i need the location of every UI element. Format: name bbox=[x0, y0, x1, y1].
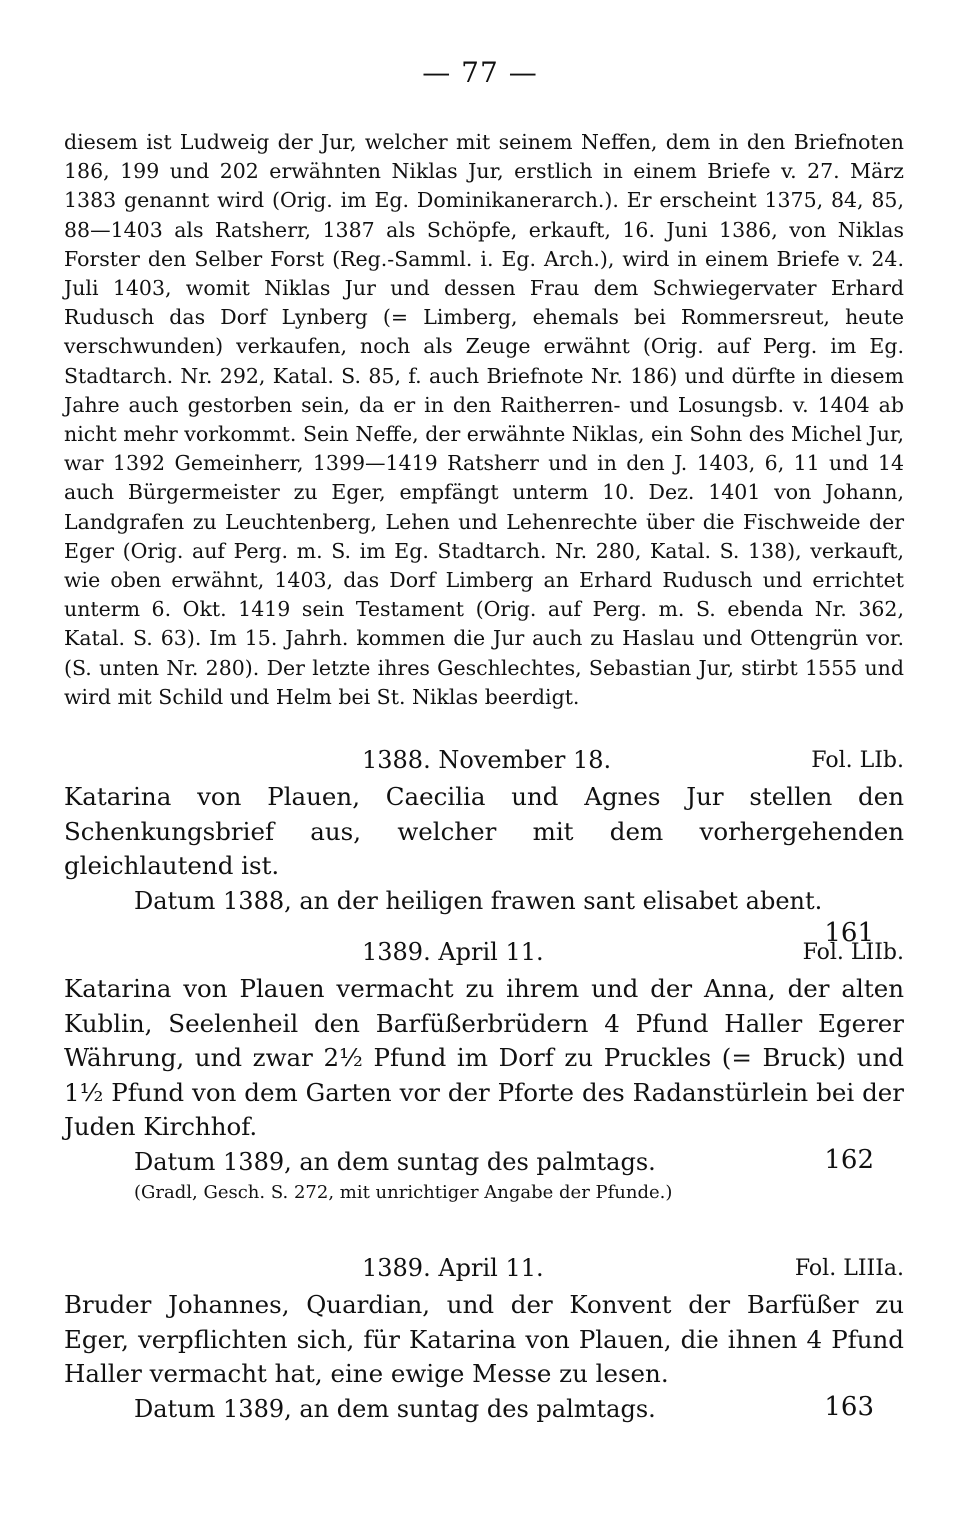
entry-text: Katarina von Plauen vermacht zu ihrem und der Anna, der alten Kublin, Seelenheil den Barfüßerbrüdern 4 Pfund Haller Egerer Währung, und zwar 2½ Pfund im Dorf zu Pruckles (= Bruck) und 1½ Pfund von dem Garten vor der Pforte des Radanstürlein bei der Juden Kirchhof. bbox=[64, 974, 904, 1141]
entry-folio: Fol. LIb. bbox=[811, 748, 904, 773]
entry-note: (Gradl, Gesch. S. 272, mit unrichtiger Angabe der Pfunde.) bbox=[134, 1181, 673, 1203]
entry-datum: Datum 1389, an dem suntag des palmtags. bbox=[134, 1394, 656, 1423]
entry-number: 161 bbox=[824, 917, 874, 948]
intro-paragraph: diesem ist Ludweig der Jur, welcher mit seinem Neffen, dem in den Briefnoten 186, 199 und 202 erwähnten Niklas Jur, erstlich in einem Briefe v. 27. März 1383 genannt wird (Orig. im Eg. Dominikanerarch.). Er erscheint 1375, 84, 85, 88—1403 als Ratsherr, 1387 als Schöpfe, erkauft, 16. Juni 1386, von Niklas Forster den Selber Forst (Reg.-Samml. i. Eg. Arch.), wird in einem Briefe v. 24. Juli 1403, womit Niklas Jur und dessen Frau dem Schwiegervater Erhard Rudusch das Dorf Lynberg (= Limberg, ehemals bei Rommersreut, heute verschwunden) verkaufen, noch als Zeuge erwähnt (Orig. auf Perg. im Eg. Stadtarch. Nr. 292, Katal. S. 85, f. auch Briefnote Nr. 186) und dürfte in diesem Jahre auch gestorben sein, da er in den Raitherren- und Losungsb. v. 1404 ab nicht mehr vorkommt. Sein Neffe, der erwähnte Niklas, ein Sohn des Michel Jur, war 1392 Gemeinherr, 1399—1419 Ratsherr und in den J. 1403, 6, 11 und 14 auch Bürgermeister zu Eger, empfängt unterm 10. Dez. 1401 von Johann, Landgrafen zu Leuchtenberg, Lehen und Lehenrechte über die Fischweide der Eger (Orig. auf Perg. m. S. im Eg. Stadtarch. Nr. 280, Katal. S. 138), verkauft, wie oben erwähnt, 1403, das Dorf Limberg an Erhard Rudusch und errichtet unterm 6. Okt. 1419 sein Testament (Orig. auf Perg. m. S. ebenda Nr. 362, Katal. S. 63). Im 15. Jahrh. kommen die Jur auch zu Haslau und Ottengrün vor. (S. unten Nr. 280). Der letzte ihres Geschlechtes, Sebastian Jur, stirbt 1555 und wird mit Schild und Helm bei St. Niklas beerdigt. bbox=[64, 130, 904, 709]
entry-number: 162 bbox=[824, 1144, 874, 1175]
entry-date: 1389. April 11. bbox=[362, 1254, 544, 1282]
entry-date: 1388. November 18. bbox=[362, 746, 612, 774]
entry-163 bbox=[64, 1248, 904, 1426]
entry-date: 1389. April 11. bbox=[362, 938, 544, 966]
entry-162 bbox=[64, 932, 904, 1207]
page-number: — 77 — bbox=[422, 56, 538, 89]
entry-text: Bruder Johannes, Quardian, und der Konvent der Barfüßer zu Eger, verpflichten sich, für Katarina von Plauen, die ihnen 4 Pfund Haller vermacht hat, eine ewige Messe zu lesen. bbox=[64, 1290, 904, 1388]
entry-header bbox=[64, 1248, 904, 1288]
entry-folio: Fol. LIIb. bbox=[802, 940, 904, 965]
entry-datum: Datum 1388, an der heiligen frawen sant elisabet abent. bbox=[134, 886, 823, 915]
entry-161 bbox=[64, 740, 904, 948]
entry-text: Katarina von Plauen, Caecilia und Agnes Jur stellen den Schenkungsbrief aus, welcher mit dem vorhergehenden gleichlautend ist. bbox=[64, 782, 904, 880]
entry-folio: Fol. LIIIa. bbox=[794, 1256, 904, 1281]
entry-number: 163 bbox=[824, 1391, 874, 1422]
entry-header bbox=[64, 932, 904, 972]
entry-datum: Datum 1389, an dem suntag des palmtags. bbox=[134, 1147, 656, 1176]
entry-header bbox=[64, 740, 904, 780]
